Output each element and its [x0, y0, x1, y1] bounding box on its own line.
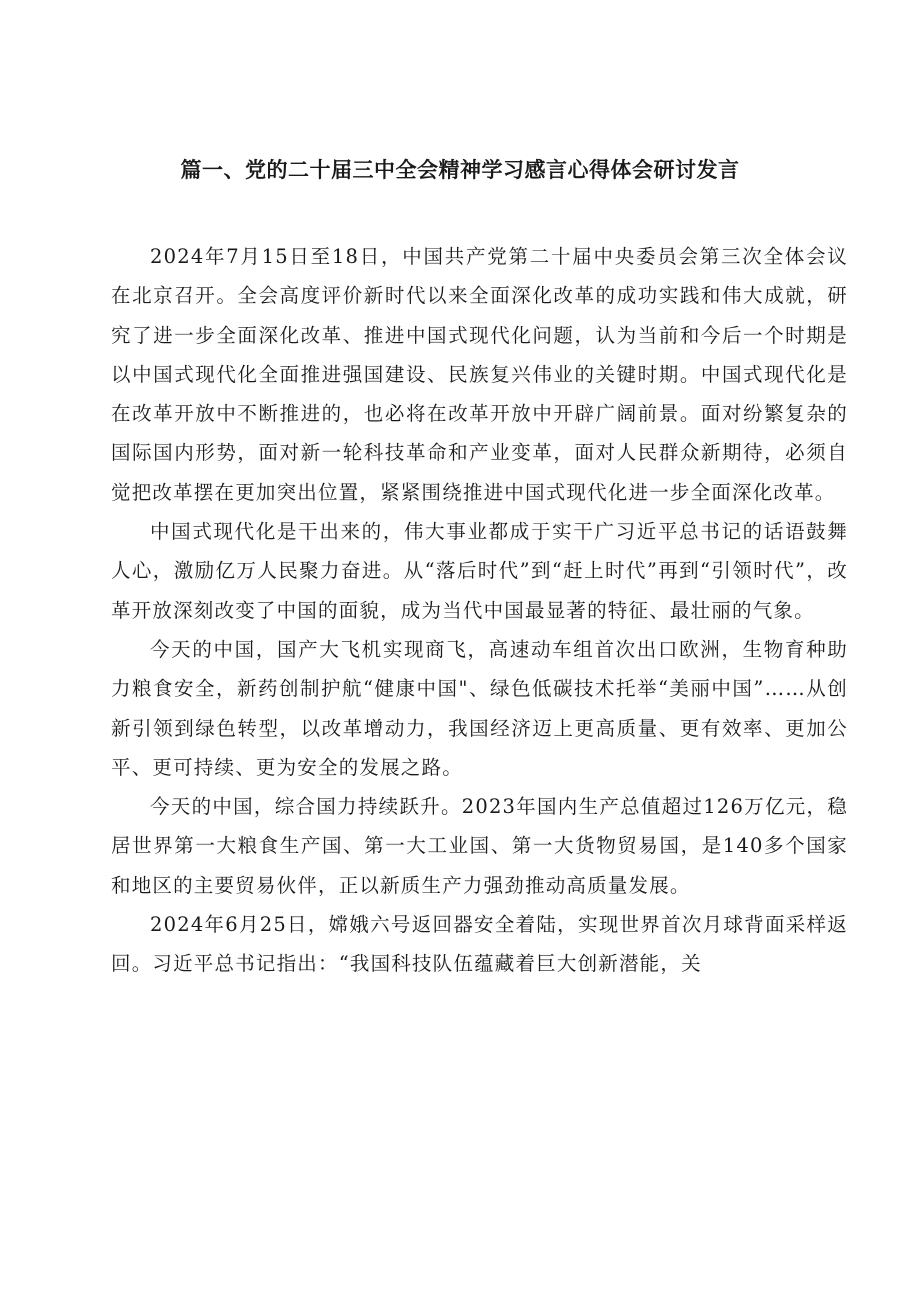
paragraph-1: 2024年7月15日至18日，中国共产党第二十届中央委员会第三次全体会议在北京召开。全会高度评价新时代以来全面深化改革的成功实践和伟大成就，研究了进一步全面深化改革、推进中国式现代化问题，认为当前和今后一个时期是以中国式现代化全面推进强国建设、民族复兴伟业的关键时期。中国式现代化是在改革开放中不断推进的，也必将在改革开放中开辟广阔前景。面对纷繁复杂的国际国内形势，面对新一轮科技革命和产业变革，面对人民群众新期待，必须自觉把改革摆在更加突出位置，紧紧围绕推进中国式现代化进一步全面深化改革。 — [111, 245, 848, 504]
paragraph-5: 2024年6月25日，嫦娥六号返回器安全着陆，实现世界首次月球背面采样返回。习近平总书记指出：“我国科技队伍蕴藏着巨大创新潜能，关 — [111, 913, 848, 976]
paragraph-4: 今天的中国，综合国力持续跃升。2023年国内生产总值超过126万亿元，稳居世界第一大粮食生产国、第一大工业国、第一大货物贸易国，是140多个国家和地区的主要贸易伙伴，正以新质生产力强劲推动高质量发展。 — [111, 795, 848, 897]
document-body — [111, 237, 848, 984]
document-title: 篇一、党的二十届三中全会精神学习感言心得体会研讨发言 — [180, 158, 740, 182]
paragraph-3: 今天的中国，国产大飞机实现商飞，高速动车组首次出口欧洲，生物育种助力粮食安全，新药创制护航“健康中国"、绿色低碳技术托举“美丽中国”……从创新引领到绿色转型，以改革增动力，我国经济迈上更高质量、更有效率、更加公平、更可持续、更为安全的发展之路。 — [111, 637, 848, 779]
paragraph-2: 中国式现代化是干出来的，伟大事业都成于实干广习近平总书记的话语鼓舞人心，激励亿万人民聚力奋进。从“落后时代”到“赶上时代”再到“引领时代”，改革开放深刻改变了中国的面貌，成为当代中国最显著的特征、最壮丽的气象。 — [111, 520, 848, 622]
